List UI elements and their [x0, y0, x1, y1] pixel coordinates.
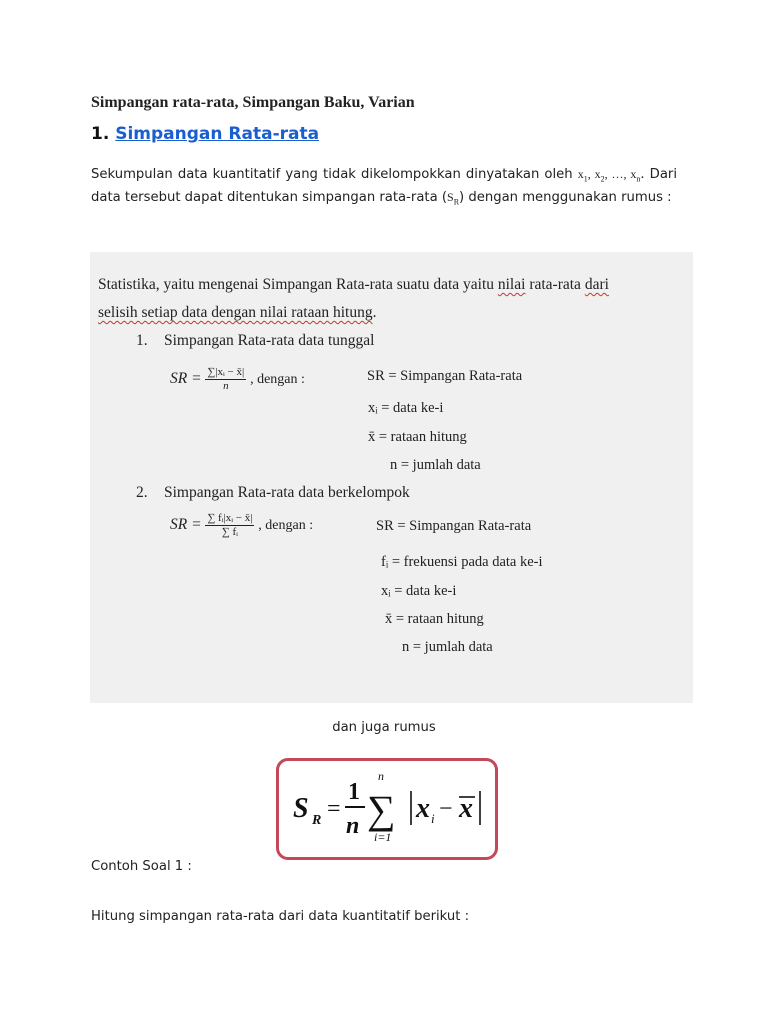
svg-text:1: 1: [348, 779, 360, 805]
item-2-number: 2.: [136, 484, 148, 501]
formula-2: SR = $\frac{\text{∑ fᵢ|xᵢ − x̄|}}{\text{∑ fᵢ}}$ , dengan :: [170, 512, 314, 538]
svg-text:∑: ∑: [367, 787, 396, 832]
document-title: Simpangan rata-rata, Simpangan Baku, Varian: [91, 94, 415, 111]
def-n-1: n = jumlah data: [390, 457, 481, 473]
figure-line-1: Statistika, yaitu mengenai Simpangan Rata-rata suatu data yaitu nilai rata-rata dari: [98, 276, 609, 293]
item-1-number: 1.: [136, 332, 148, 349]
svg-text:−: −: [439, 796, 453, 822]
caption-text: dan juga rumus: [332, 720, 436, 735]
item-1-title: Simpangan Rata-rata data tunggal: [164, 332, 375, 349]
section-link[interactable]: Simpangan Rata-rata: [115, 124, 320, 144]
def-xi-1: xᵢ = data ke-i: [368, 400, 444, 416]
svg-text:=: =: [327, 796, 341, 822]
mean-deviation-formula: [279, 761, 489, 851]
figure-line-2: selisih setiap data dengan nilai rataan hitung.: [98, 304, 377, 321]
def-sr-1: SR = Simpangan Rata-rata: [367, 368, 523, 384]
def-xbar-2: x̄ = rataan hitung: [385, 611, 484, 627]
section-heading: [91, 124, 319, 144]
formula-1: SR = $\frac{\text{∑|xᵢ − x̄|}}{n}$ , dengan :: [170, 366, 305, 392]
def-n-2: n = jumlah data: [402, 639, 493, 655]
intro-paragraph: Sekumpulan data kuantitatif yang tidak dikelompokkan dinyatakan oleh $x_1$, $x_2$, …, $x_n$. Dari data tersebut dapat ditentukan simpangan rata-rata $(S_R)$ dengan menggunakan rumus :: [91, 167, 678, 207]
def-sr-2: SR = Simpangan Rata-rata: [376, 518, 532, 534]
formula-figure: [90, 252, 693, 703]
def-xi-2: xᵢ = data ke-i: [381, 583, 457, 599]
svg-text:n: n: [346, 813, 360, 839]
def-fi-2: fᵢ = frekuensi pada data ke-i: [381, 554, 543, 570]
svg-text:x: x: [416, 793, 430, 824]
svg-text:n: n: [378, 769, 384, 783]
example-label: Contoh Soal 1 :: [91, 859, 192, 874]
item-2-title: Simpangan Rata-rata data berkelompok: [164, 484, 410, 501]
formula-box: [276, 758, 498, 860]
section-number: 1.: [91, 124, 110, 144]
svg-text:i=1: i=1: [374, 830, 392, 844]
svg-text:i: i: [431, 811, 435, 826]
svg-text:S: S: [293, 793, 309, 824]
def-xbar-1: x̄ = rataan hitung: [368, 429, 467, 445]
svg-text:x: x: [459, 793, 473, 824]
svg-text:R: R: [312, 813, 322, 828]
exercise-prompt: Hitung simpangan rata-rata dari data kuantitatif berikut :: [91, 909, 470, 924]
